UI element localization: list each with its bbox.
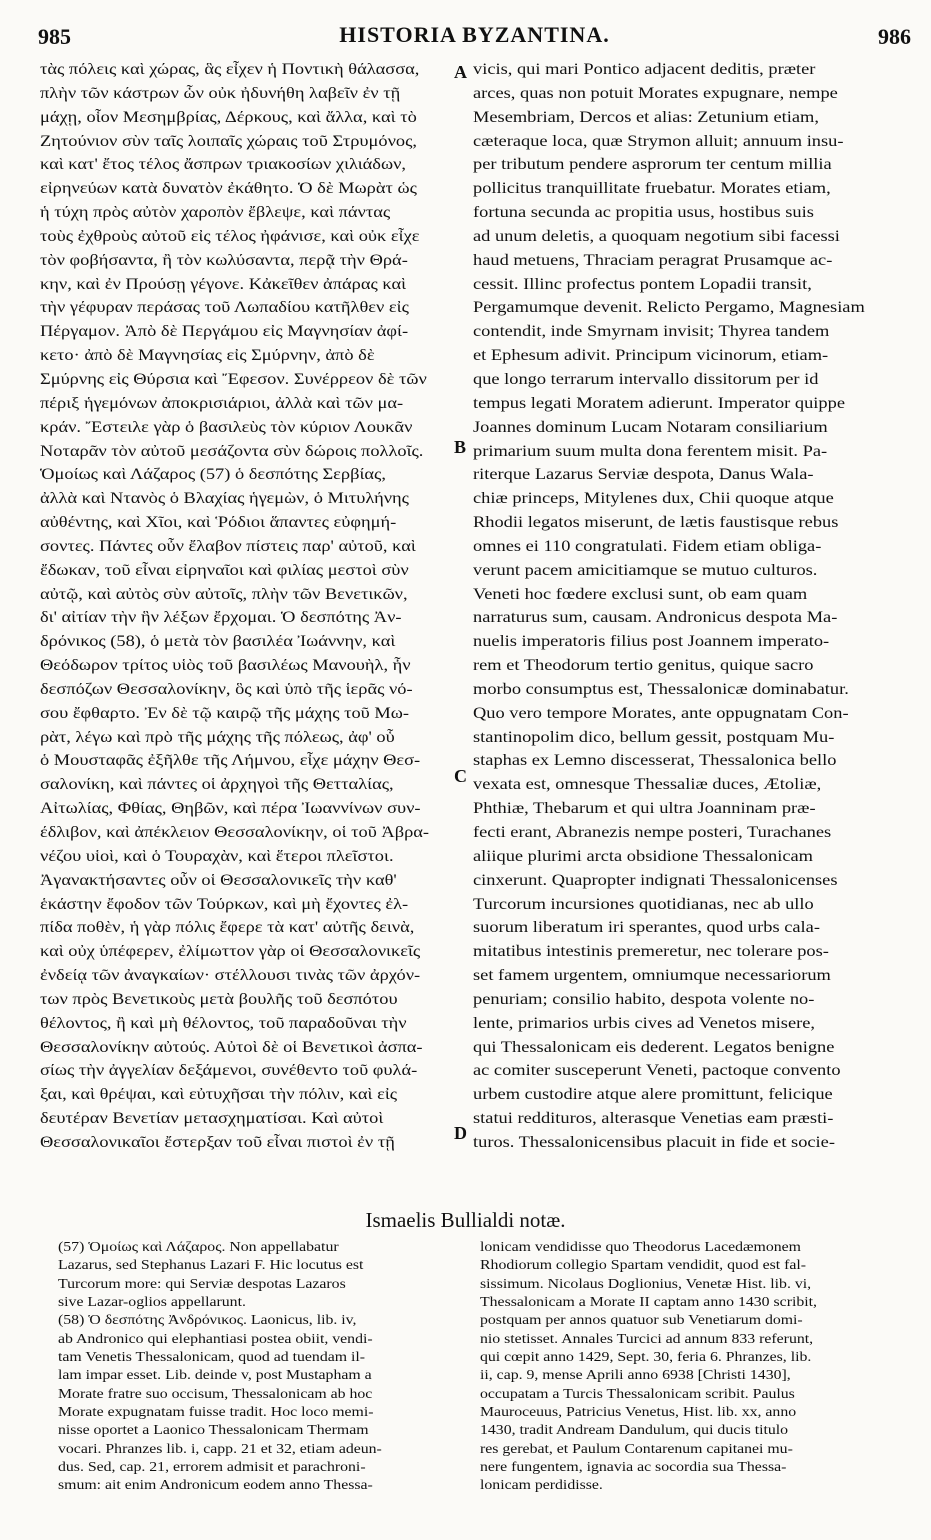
page-number-right: 986 (878, 24, 911, 49)
greek-text-line: σου ἔφθαρτο. Ἐν δὲ τῷ καιρῷ τῆς μάχης τοῦ Μω- (40, 704, 409, 722)
greek-text-line: ρὰτ, λέγω καὶ πρὸ τῆς μάχης τῆς πόλεως, ἀφ' οὗ (40, 728, 395, 746)
note-left-line: (58) Ὁ δεσπότης Ἀνδρόνικος. Laonicus, lib. iv, (58, 1312, 357, 1328)
note-right-line: Rhodiorum collegio Spartam vendidit, quod est fal- (480, 1257, 807, 1273)
page-number-left: 985 (38, 24, 71, 49)
margin-marker-c: C (454, 766, 467, 786)
latin-text-line: ac comiter susceperunt Veneti, pactoque convento (473, 1062, 841, 1080)
latin-text-line: arces, quas non potuit Morates expugnare, nempe (473, 84, 838, 102)
greek-text-line: ἡ τύχη πρὸς αὐτὸν χαροπὸν ἔβλεψε, καὶ πάντας (40, 204, 391, 222)
latin-text-line: per tributum pendere asprorum ter centum millia (473, 156, 832, 174)
note-right-line: Mauroceuus, Patricius Venetus, Hist. lib. xx, anno (480, 1404, 797, 1420)
greek-text-line: τὸν φοβήσαντα, ἢ τὸν κωλύσαντα, περᾷ τὴν Θρά- (40, 251, 408, 269)
latin-text-line: riterque Lazarus Serviæ despota, Danus Wala- (473, 466, 814, 484)
note-right-line: res gerebat, et Paulum Contarenum capitanei mu- (480, 1440, 793, 1456)
latin-text-line: turos. Thessalonicensibus placuit in fide et socie- (473, 1133, 835, 1151)
latin-text-line: aliique plurimi arcta obsidione Thessalonicam (473, 847, 813, 865)
greek-text-line: ἑκάστην ἔφοδον τῶν Τούρκων, καὶ μὴ ἔχοντες ἐλ- (40, 895, 409, 913)
latin-text-line: narraturus sum, causam. Andronicus despota Ma- (473, 609, 838, 627)
greek-text-line: τοὺς ἐχθροὺς αὐτοῦ εἰς τέλος ἠφάνισε, καὶ οὐκ εἶχε (40, 227, 420, 245)
notes-right-column (480, 1238, 910, 1495)
latin-text-line: urbem custodire atque alere promittunt, felicique (473, 1086, 833, 1104)
greek-text-line: Ζητούνιον σὺν ταῖς λοιπαῖς χώραις τοῦ Στρυμόνος, (40, 132, 418, 150)
latin-text-line: statui reddituros, alterasque Venetias eam præsti- (473, 1110, 834, 1128)
latin-text-line: staphas ex Lemno discesserat, Thessalonica bello (473, 752, 837, 770)
note-left-line: lam impar esset. Lib. deinde v, post Mustapham a (58, 1367, 372, 1383)
greek-text-line: πλὴν τῶν κάστρων ὧν οὐκ ἠδυνήθη λαβεῖν ἐν τῇ (40, 84, 401, 102)
latin-text-line: cessit. Illinc profectus pontem Lopadii transit, (473, 275, 812, 293)
notes-left-column (58, 1238, 458, 1495)
note-right-line: lonicam perdidisse. (480, 1477, 603, 1493)
latin-text-line: nuelis imperatoris filius post Joannem imperato- (473, 633, 830, 651)
note-left-line: Lazarus, sed Stephanus Lazari F. Hic locutus est (58, 1257, 364, 1273)
note-left-line: dus. Sed, cap. 21, errorem admisit et parachroni- (58, 1459, 366, 1475)
latin-text-line: Mesembriam, Dercos et alias: Zetunium etiam, (473, 108, 819, 126)
note-right-line: sissimum. Nicolaus Doglionius, Venetæ Hist. lib. vi, (480, 1275, 812, 1291)
latin-text-line: chiæ princeps, Mitylenes dux, Chii quoque atque (473, 490, 834, 508)
note-right-line: occupatam a Turcis Thessalonicam scribit. Paulus (480, 1385, 795, 1401)
latin-text-line: vicis, qui mari Pontico adjacent deditis, præter (473, 61, 816, 78)
note-right-line: postquam per annos quatuor sub Venetiarum domi- (480, 1312, 803, 1328)
latin-text-line: Quo vero tempore Morates, ante oppugnatam Con- (473, 704, 849, 722)
greek-text-line: σίως τὴν ἀγγελίαν δεξάμενοι, συνέθεντο τοῦ φυλά- (40, 1062, 418, 1080)
latin-text-line: verunt pacem amicitiamque se mutuo culturos. (473, 561, 818, 579)
latin-text-line: set famem urgentem, omniumque necessariorum (473, 967, 831, 985)
note-right-line: Thessalonicam a Morate II captam anno 1430 scribit, (480, 1294, 817, 1310)
latin-text-line: cæteraque loca, quæ Strymon alluit; annuum insu- (473, 132, 844, 150)
greek-text-line: κην, καὶ ἐν Προύσῃ γέγονε. Κἀκεῖθεν ἀπάρας καὶ (40, 275, 407, 293)
greek-text-line: σαλονίκη, καὶ πάντες οἱ ἀρχηγοὶ τῆς Θετταλίας, (40, 776, 394, 794)
greek-text-line: Νοταρᾶν τὸν αὐτοῦ μεσάζοντα σὺν δώροις πολλοῖς. (40, 442, 424, 460)
greek-text-line: ἐνδείᾳ τῶν ἀναγκαίων· στέλλουσι τινὰς τῶν ἀρχόν- (40, 967, 421, 985)
greek-text-line: των πρὸς Βενετικοὺς μετὰ βουλῆς τοῦ δεσπότου (40, 990, 398, 1008)
greek-text-line: Ἀγανακτήσαντες οὖν οἱ Θεσσαλονικεῖς τὴν καθ' (40, 871, 397, 889)
note-right-line: qui cœpit anno 1429, Sept. 30, feria 6. Phranzes, lib. (480, 1349, 812, 1365)
greek-text-line: καὶ οὐχ ὑπέφερεν, ἐλίμωττον γὰρ οἱ Θεσσαλονικεῖς (40, 943, 421, 961)
greek-text-line: νέζου υἱοὶ, καὶ ὁ Τουραχὰν, καὶ ἕτεροι πλεῖστοι. (40, 847, 394, 865)
latin-text-line: et Ephesum adivit. Principum vicinorum, etiam- (473, 347, 829, 365)
latin-text-line: haud metuens, Thraciam peragrat Prusamque ac- (473, 251, 833, 269)
greek-text-line: δεσπόζων Θεσσαλονίκην, ὃς καὶ ὑπὸ τῆς ἱερᾶς νό- (40, 680, 413, 698)
latin-text-line: vexata est, omnesque Thessaliæ duces, Ætoliæ, (473, 776, 822, 794)
greek-text-line: μάχῃ, οἷον Μεσημβρίας, Δέρκους, καὶ ἄλλα, καὶ τὸ (40, 108, 417, 126)
greek-text-line: Σμύρνης εἰς Θύρσια καὶ Ἔφεσον. Συνέρρεον δὲ τῶν (40, 370, 427, 388)
note-left-line: Morate expugnatam fuisse tradit. Hoc loco memi- (58, 1404, 374, 1420)
latin-text-line: rem et Theodorum tertio genitus, quique sacro (473, 657, 814, 675)
note-right-line: nio stetisset. Annales Turcici ad annum 833 referunt, (480, 1330, 814, 1346)
note-right-line: lonicam vendidisse quo Theodorus Lacedæmonem (480, 1239, 801, 1254)
margin-marker-a: A (454, 62, 467, 82)
note-right-line: ii, cap. 9, mense Aprili anno 6938 [Christi 1430], (480, 1367, 791, 1383)
latin-text-line: Veneti hoc fœdere exclusi sunt, ob eam quam (473, 585, 808, 603)
latin-text-line: cinxerunt. Quapropter indignati Thessalonicenses (473, 871, 838, 889)
greek-text-line: θέλοντος, ἢ καὶ μὴ θέλοντος, τοῦ παραδοῦναι τὴν (40, 1014, 407, 1032)
note-left-line: Turcorum more: qui Serviæ despotas Lazaros (58, 1275, 346, 1291)
latin-text-line: Joannes dominum Lucam Notaram consiliarium (473, 418, 828, 436)
running-title: HISTORIA BYZANTINA. (339, 22, 610, 47)
latin-text-line: ad unum deletis, a quoquam negotium sibi facessi (473, 227, 840, 245)
latin-text-line: pollicitus tranquillitate fruebatur. Morates etiam, (473, 180, 831, 198)
latin-text-line: que longo terrarum intervallo dissitorum per id (473, 370, 819, 388)
latin-text-line: morbo consumptus est, Thessalonicæ dominabatur. (473, 680, 849, 698)
margin-marker-d: D (454, 1123, 467, 1143)
latin-text-line: penuriam; consilio habito, despota volente no- (473, 990, 815, 1008)
note-left-line: nisse oportet a Laonico Thessalonicam Thermam (58, 1422, 369, 1438)
greek-text-line: ἀλλὰ καὶ Ντανὸς ὁ Βλαχίας ἡγεμὼν, ὁ Μιτυλήνης (40, 490, 409, 508)
note-left-line: vocari. Phranzes lib. i, capp. 21 et 32, etiam adeun- (58, 1440, 382, 1456)
latin-text-line: contendit, inde Smyrnam invisit; Thyrea tandem (473, 323, 830, 341)
greek-text-line: Ὁμοίως καὶ Λάζαρος (57) ὁ δεσπότης Σερβίας, (40, 466, 386, 484)
greek-text-line: ὁ Μουσταφᾶς ἐξῆλθε τῆς Λήμνου, εἶχε μάχην Θεσ- (40, 752, 421, 770)
greek-text-line: κράν. Ἔστειλε γὰρ ὁ βασιλεὺς τὸν κύριον Λουκᾶν (40, 418, 413, 436)
margin-marker-b: B (454, 437, 467, 457)
greek-text-column (40, 58, 450, 1155)
latin-text-column (473, 58, 913, 1155)
greek-text-line: ξαι, καὶ θρέψαι, καὶ εὐτυχῆσαι τὴν πόλιν, καὶ εἰς (40, 1086, 398, 1104)
latin-text-line: fortuna secunda ac propitia usus, hostibus suis (473, 204, 814, 222)
greek-text-line: αὐτῷ, καὶ αὐτὸς σὺν αὐτοῖς, πλὴν τῶν Βενετικῶν, (40, 585, 408, 603)
greek-text-line: Αἰτωλίας, Φθίας, Θηβῶν, καὶ πέρα Ἰωαννίνων συν- (40, 800, 421, 818)
greek-text-line: πίδα ποθὲν, ἡ γὰρ πόλις ἔφερε τὰ κατ' αὐτῆς δεινὰ, (40, 919, 415, 937)
latin-text-line: qui Thessalonicam eis dederent. Legatos benigne (473, 1038, 835, 1056)
greek-text-line: αὐθέντης, καὶ Χῖοι, καὶ Ῥόδιοι ἅπαντες εὐφημή- (40, 514, 397, 532)
latin-text-line: omnes ei 110 congratulati. Fidem etiam obliga- (473, 537, 822, 555)
latin-text-line: primarium suum multa dona ferentem misit. Pa- (473, 442, 828, 460)
greek-text-line: τὴν γέφυραν περάσας τοῦ Λωπαδίου κατῆλθεν εἰς (40, 299, 409, 317)
greek-text-line: πέριξ ἡγεμόνων ἀποκρισιάριοι, ἀλλὰ καὶ τῶν μα- (40, 394, 404, 412)
note-left-line: Morate fratre suo occisum, Thessalonicam ab hoc (58, 1385, 373, 1401)
greek-text-line: Θεόδωρον τρίτος υἱὸς τοῦ βασιλέως Μανουὴλ, ἦν (40, 657, 411, 675)
note-left-line: ab Andronico qui elephantiasi postea obiit, vendi- (58, 1330, 373, 1346)
note-left-line: sive Lazar-oglios appellarunt. (58, 1294, 246, 1310)
note-left-line: tam Venetis Thessalonicam, quod ad tuendam il- (58, 1349, 366, 1365)
greek-text-line: ἔδωκαν, τοῦ εἶναι εἰρηναῖοι καὶ φιλίας μεστοὶ σὺν (40, 561, 409, 579)
latin-text-line: fecti erant, Abranezis nempe posteri, Turachanes (473, 824, 832, 841)
note-right-line: nere fungentem, ignavia ac socordia sua Thessa- (480, 1459, 787, 1475)
greek-text-line: σοντες. Πάντες οὖν ἔλαβον πίστεις παρ' αὐτοῦ, καὶ (40, 537, 416, 555)
note-left-line: (57) Ὁμοίως καὶ Λάζαρος. Non appellabatur (58, 1239, 339, 1254)
greek-text-line: δευτέραν Βενετίαν μετασχηματίσαι. Καὶ αὐτοὶ (40, 1110, 384, 1128)
greek-text-line: έδλιβον, καὶ ἀπέκλειον Θεσσαλονίκην, οἱ τοῦ Ἀβρα- (40, 824, 430, 841)
greek-text-line: τὰς πόλεις καὶ χώρας, ἃς εἶχεν ἡ Ποντικὴ θάλασσα, (40, 61, 420, 78)
note-left-line: smum: ait enim Andronicum eodem anno Thessa- (58, 1477, 373, 1493)
greek-text-line: Πέργαμον. Ἀπὸ δὲ Περγάμου εἰς Μαγνησίαν ἀφί- (40, 323, 409, 341)
page-header (38, 22, 911, 52)
latin-text-line: stantinopolim dico, bellum gessit, postquam Mu- (473, 728, 835, 746)
notes-heading: Ismaelis Bullialdi notæ. (365, 1208, 566, 1232)
latin-text-line: Turcorum incursiones quotidianas, nec ab ullo (473, 895, 814, 913)
latin-text-line: Rhodii legatos miserunt, de lætis faustisque rebus (473, 514, 839, 532)
latin-text-line: Pergamumque devenit. Relicto Pergamo, Magnesiam (473, 299, 865, 317)
greek-text-line: εἰρηνεύων κατὰ δυνατὸν ἐκάθητο. Ὁ δὲ Μωρὰτ ὡς (40, 180, 417, 198)
greek-text-line: δρόνικος (58), ὁ μετὰ τὸν βασιλέα Ἰωάννην, καὶ (40, 633, 396, 651)
latin-text-line: lente, primarios urbis cives ad Venetos misere, (473, 1014, 816, 1032)
greek-text-line: δι' αἰτίαν τὴν ἣν λέξων ἔρχομαι. Ὁ δεσπότης Ἀν- (40, 609, 402, 627)
greek-text-line: Θεσσαλονικαῖοι ἔστερξαν τοῦ εἶναι πιστοὶ ἐν τῇ (40, 1133, 395, 1151)
latin-text-line: tempus legati Moratem adierunt. Imperator quippe (473, 394, 845, 412)
latin-text-line: mitatibus intestinis premeretur, nec tolerare pos- (473, 943, 829, 961)
greek-text-line: καὶ κατ' ἔτος τέλος ἄσπρων τριακοσίων χιλιάδων, (40, 156, 407, 174)
greek-text-line: κετο· ἀπὸ δὲ Μαγνησίας εἰς Σμύρνην, ἀπὸ δὲ (40, 347, 375, 365)
latin-text-line: suorum liberatum iri sperantes, quod urbs cala- (473, 919, 820, 937)
greek-text-line: Θεσσαλονίκην αὐτούς. Αὐτοὶ δὲ οἱ Βενετικοὶ ἀσπα- (40, 1038, 423, 1056)
note-right-line: 1430, tradit Andream Dandulum, qui ducis titulo (480, 1422, 789, 1438)
latin-text-line: Phthiæ, Thebarum et qui ultra Joanninam præ- (473, 800, 816, 818)
